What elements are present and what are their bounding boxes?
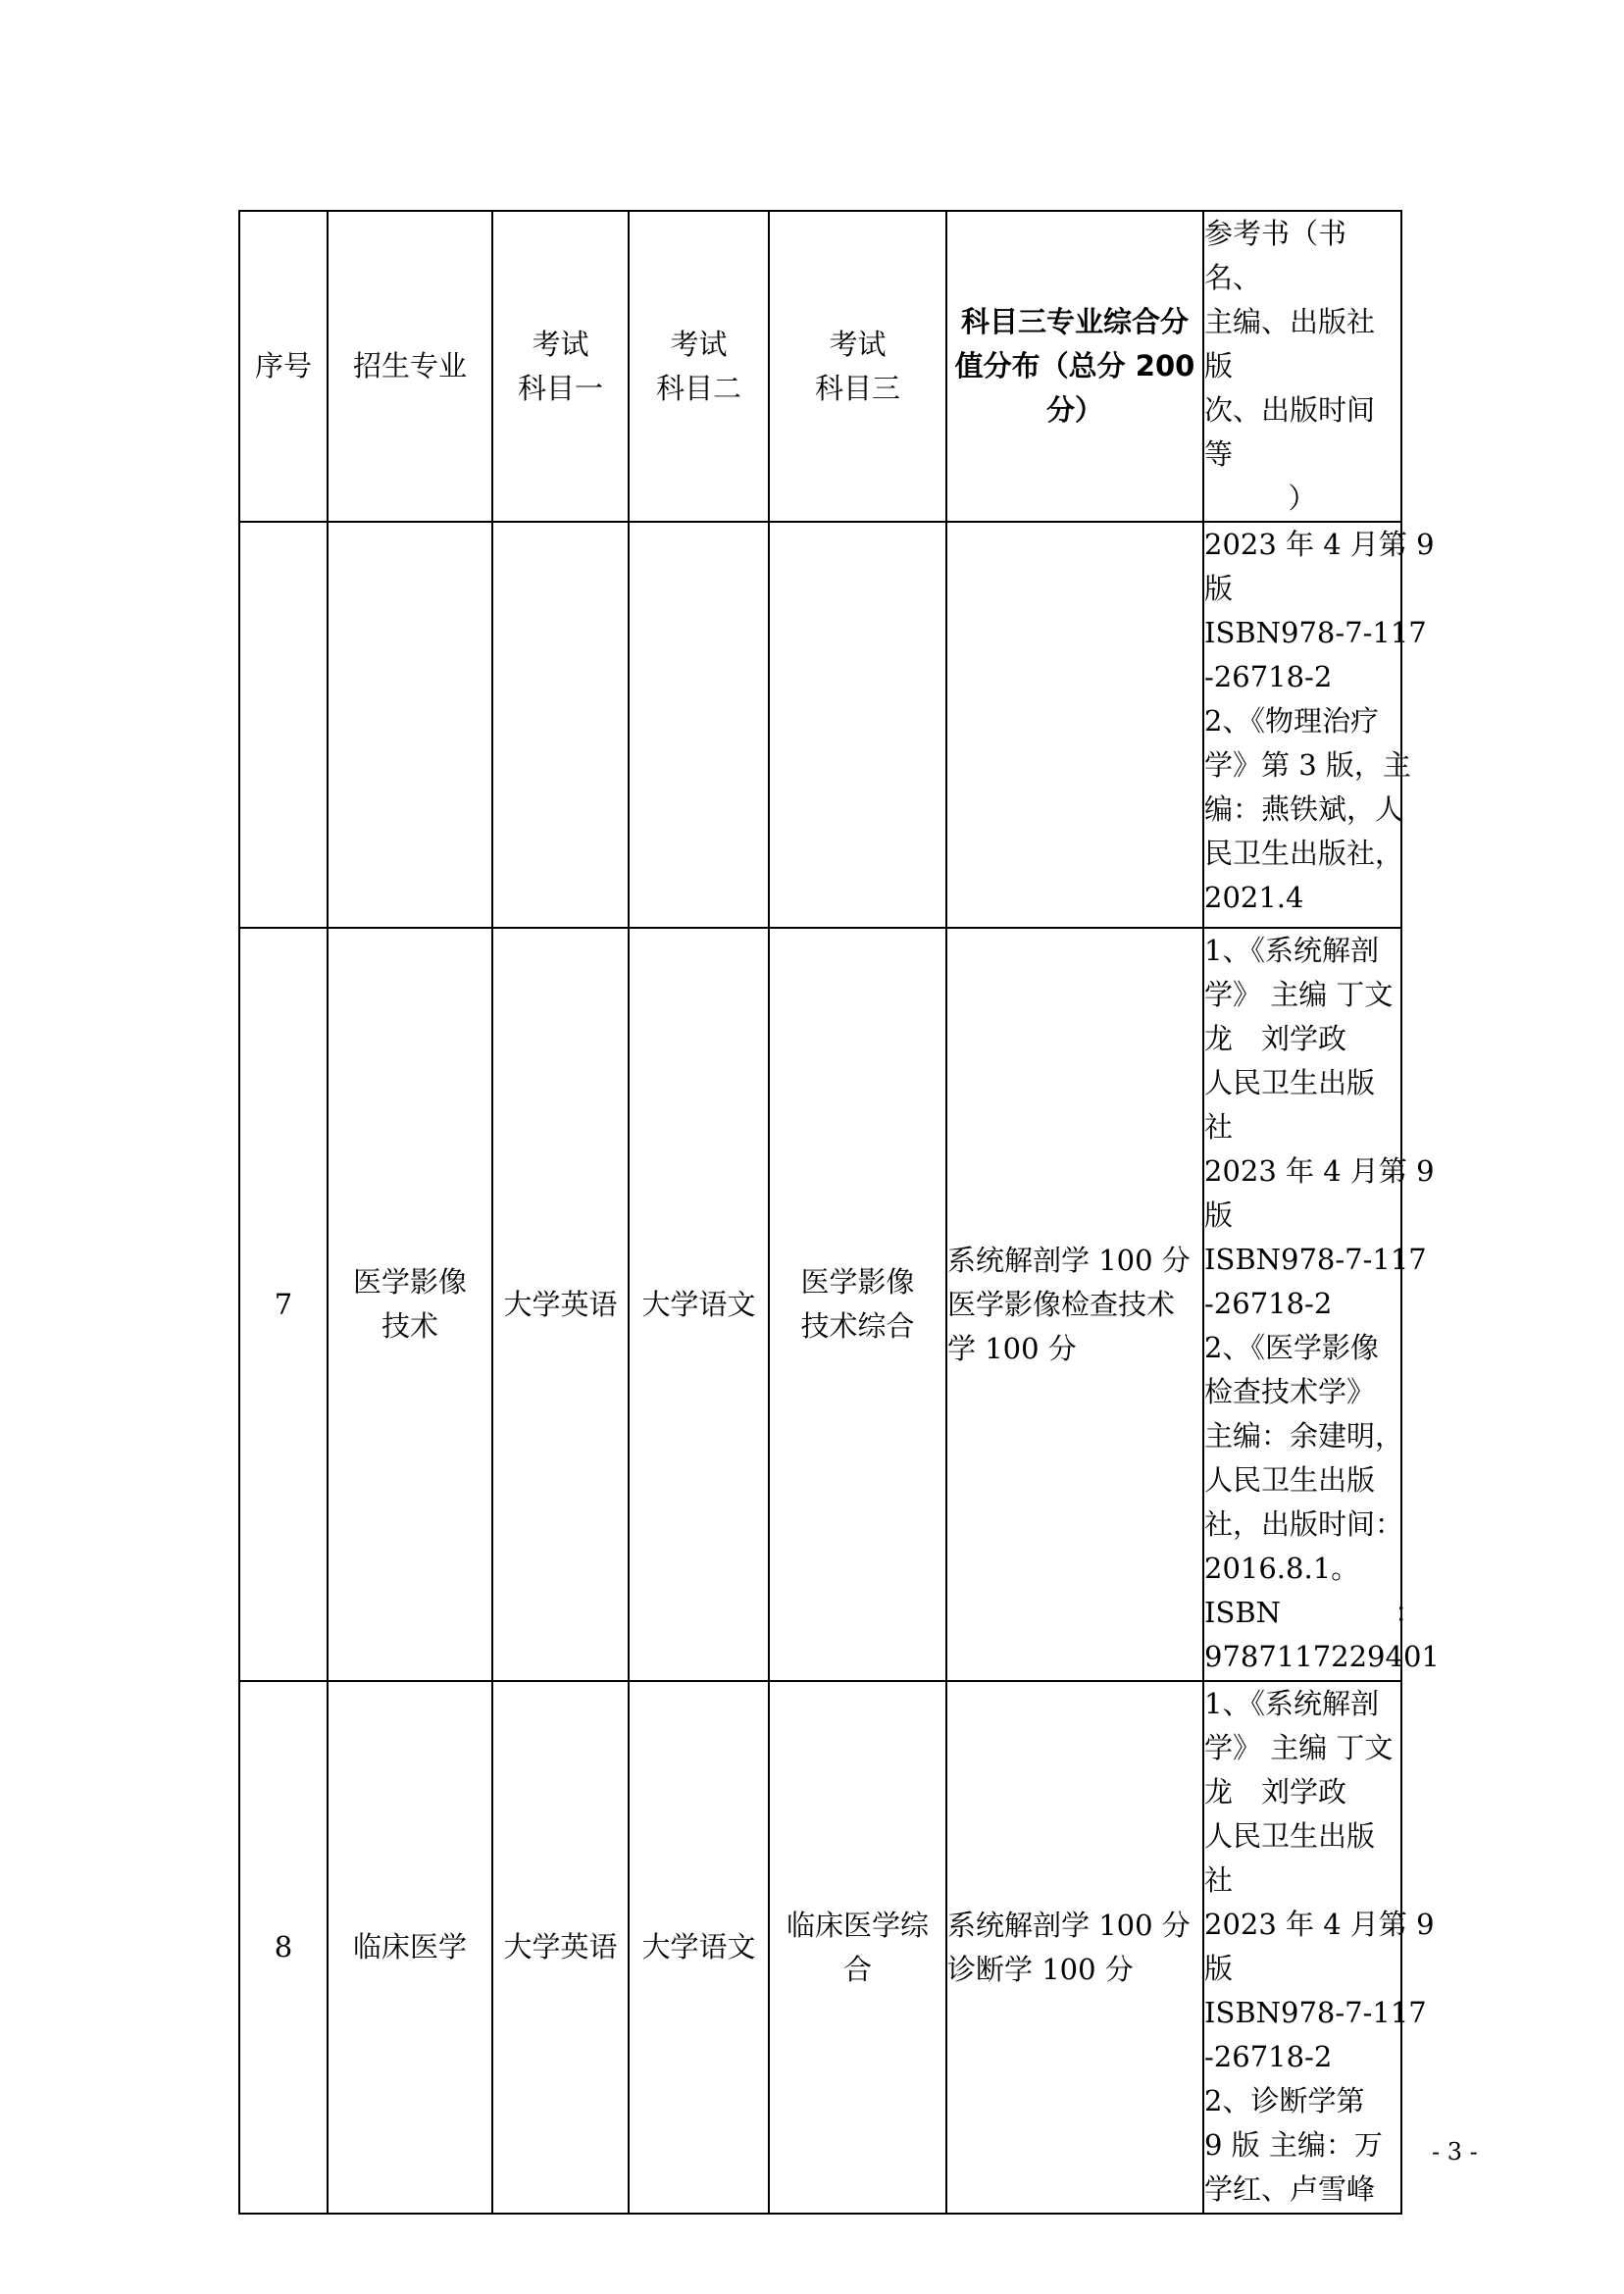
cell-subject1: 大学英语	[492, 928, 629, 1681]
cell-distribution: 系统解剖学 100 分 医学影像检查技术 学 100 分	[946, 928, 1203, 1681]
cell-seq	[239, 522, 328, 928]
cell-subject2	[629, 522, 769, 928]
table-row	[239, 928, 1401, 1681]
header-seq: 序号	[239, 211, 328, 522]
cell-references: 1、《系统解剖 学》 主编 丁文 龙 刘学政 人民卫生出版 社 2023 年 4 月第 9 版 ISBN978-7-117 -26718-2 2、诊断学第 9 版 主编：万 学红、卢雪峰	[1203, 1681, 1401, 2214]
cell-major: 医学影像 技术	[328, 928, 492, 1681]
table-header-row	[239, 211, 1401, 522]
header-subject1: 考试 科目一	[492, 211, 629, 522]
header-references: 参考书（书名、 主编、出版社版 次、出版时间等 ）	[1203, 211, 1401, 522]
cell-major: 临床医学	[328, 1681, 492, 2214]
cell-seq: 8	[239, 1681, 328, 2214]
cell-subject1	[492, 522, 629, 928]
cell-subject3: 临床医学综 合	[769, 1681, 946, 2214]
header-subject3: 考试 科目三	[769, 211, 946, 522]
cell-seq: 7	[239, 928, 328, 1681]
cell-references: 2023 年 4 月第 9 版 ISBN978-7-117 -26718-2 2、《物理治疗 学》第 3 版，主 编：燕铁斌，人 民卫生出版社， 2021.4	[1203, 522, 1401, 928]
header-distribution: 科目三专业综合分 值分布（总分 200 分）	[946, 211, 1203, 522]
page-number: - 3 -	[1432, 2138, 1478, 2166]
cell-distribution: 系统解剖学 100 分 诊断学 100 分	[946, 1681, 1203, 2214]
cell-subject1: 大学英语	[492, 1681, 629, 2214]
cell-subject2: 大学语文	[629, 1681, 769, 2214]
header-major: 招生专业	[328, 211, 492, 522]
table-row	[239, 1681, 1401, 2214]
cell-references: 1、《系统解剖 学》 主编 丁文 龙 刘学政 人民卫生出版 社 2023 年 4 月第 9 版 ISBN978-7-117 -26718-2 2、《医学影像 检查技术学》 主编：余建明， 人民卫生出版 社，出版时间： 2016.8.1。 ISBN ： 9787117229401	[1203, 928, 1401, 1681]
table-row	[239, 522, 1401, 928]
cell-major	[328, 522, 492, 928]
cell-subject3	[769, 522, 946, 928]
cell-distribution	[946, 522, 1203, 928]
cell-subject2: 大学语文	[629, 928, 769, 1681]
header-subject2: 考试 科目二	[629, 211, 769, 522]
exam-subjects-table	[238, 210, 1440, 2215]
cell-subject3: 医学影像 技术综合	[769, 928, 946, 1681]
